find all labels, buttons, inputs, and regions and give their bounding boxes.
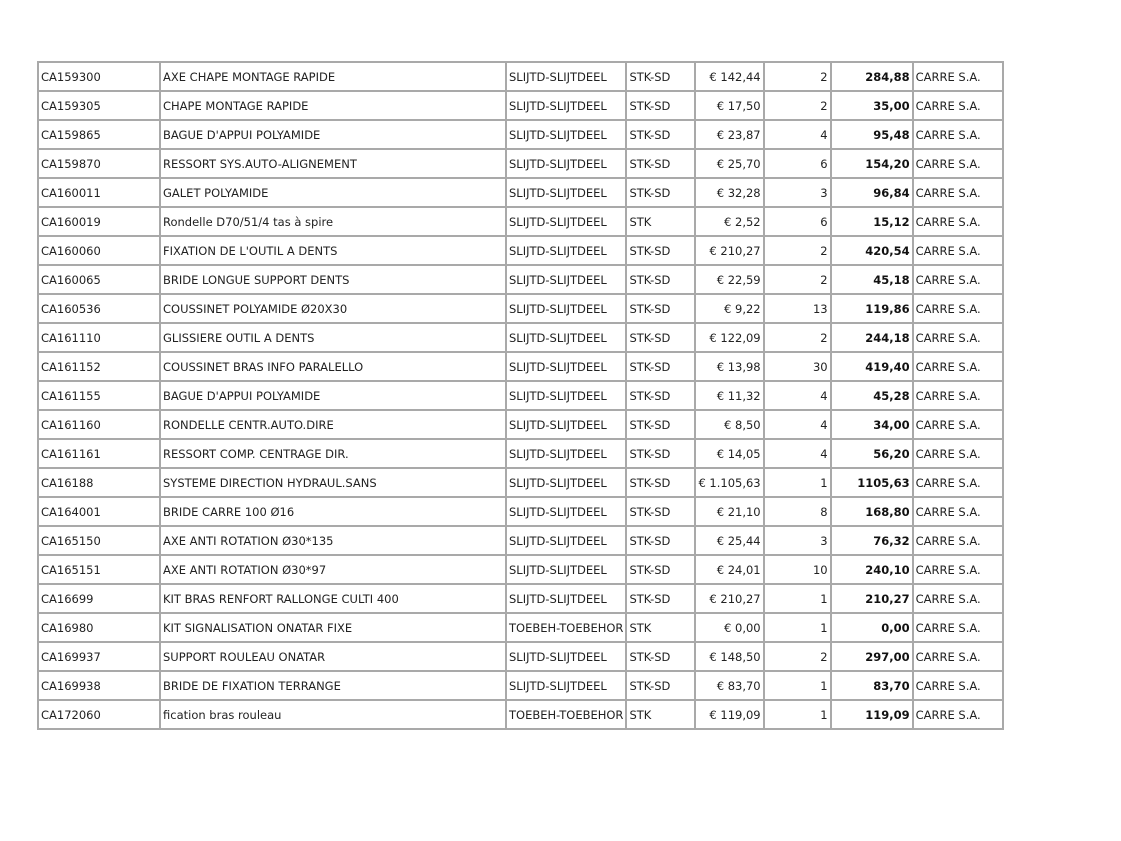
unit-cell: STK-SD [626, 410, 695, 439]
description-cell: KIT SIGNALISATION ONATAR FIXE [160, 613, 506, 642]
quantity-cell: 2 [764, 236, 831, 265]
table-row [38, 439, 1003, 468]
quantity-cell: 4 [764, 381, 831, 410]
line-total-cell: 297,00 [831, 642, 913, 671]
quantity-cell: 6 [764, 207, 831, 236]
supplier-cell: CARRE S.A. [913, 178, 1003, 207]
unit-price-cell: € 17,50 [695, 91, 763, 120]
table-row [38, 468, 1003, 497]
table-row [38, 294, 1003, 323]
supplier-cell: CARRE S.A. [913, 613, 1003, 642]
part-code-cell: CA164001 [38, 497, 160, 526]
supplier-cell: CARRE S.A. [913, 642, 1003, 671]
part-code-cell: CA161155 [38, 381, 160, 410]
part-code-cell: CA159870 [38, 149, 160, 178]
table-row [38, 236, 1003, 265]
unit-cell: STK [626, 700, 695, 729]
category-cell: SLIJTD-SLIJTDEEL [506, 439, 626, 468]
unit-cell: STK-SD [626, 642, 695, 671]
supplier-cell: CARRE S.A. [913, 62, 1003, 91]
quantity-cell: 2 [764, 323, 831, 352]
unit-cell: STK-SD [626, 265, 695, 294]
table-row [38, 700, 1003, 729]
unit-price-cell: € 122,09 [695, 323, 763, 352]
category-cell: SLIJTD-SLIJTDEEL [506, 584, 626, 613]
unit-cell: STK-SD [626, 294, 695, 323]
quantity-cell: 6 [764, 149, 831, 178]
line-total-cell: 210,27 [831, 584, 913, 613]
category-cell: SLIJTD-SLIJTDEEL [506, 381, 626, 410]
description-cell: fication bras rouleau [160, 700, 506, 729]
part-code-cell: CA160060 [38, 236, 160, 265]
supplier-cell: CARRE S.A. [913, 149, 1003, 178]
table-row [38, 120, 1003, 149]
table-row [38, 352, 1003, 381]
supplier-cell: CARRE S.A. [913, 352, 1003, 381]
description-cell: RESSORT SYS.AUTO-ALIGNEMENT [160, 149, 506, 178]
table-row [38, 526, 1003, 555]
category-cell: SLIJTD-SLIJTDEEL [506, 352, 626, 381]
supplier-cell: CARRE S.A. [913, 439, 1003, 468]
description-cell: Rondelle D70/51/4 tas à spire [160, 207, 506, 236]
description-cell: GALET POLYAMIDE [160, 178, 506, 207]
table-row [38, 149, 1003, 178]
supplier-cell: CARRE S.A. [913, 468, 1003, 497]
supplier-cell: CARRE S.A. [913, 323, 1003, 352]
unit-price-cell: € 210,27 [695, 236, 763, 265]
line-total-cell: 95,48 [831, 120, 913, 149]
supplier-cell: CARRE S.A. [913, 584, 1003, 613]
part-code-cell: CA16188 [38, 468, 160, 497]
line-total-cell: 0,00 [831, 613, 913, 642]
quantity-cell: 2 [764, 62, 831, 91]
category-cell: SLIJTD-SLIJTDEEL [506, 294, 626, 323]
line-total-cell: 420,54 [831, 236, 913, 265]
unit-cell: STK-SD [626, 497, 695, 526]
line-total-cell: 45,28 [831, 381, 913, 410]
description-cell: COUSSINET POLYAMIDE Ø20X30 [160, 294, 506, 323]
description-cell: AXE ANTI ROTATION Ø30*97 [160, 555, 506, 584]
unit-price-cell: € 2,52 [695, 207, 763, 236]
unit-price-cell: € 14,05 [695, 439, 763, 468]
part-code-cell: CA161110 [38, 323, 160, 352]
unit-cell: STK-SD [626, 91, 695, 120]
part-code-cell: CA159305 [38, 91, 160, 120]
supplier-cell: CARRE S.A. [913, 700, 1003, 729]
supplier-cell: CARRE S.A. [913, 91, 1003, 120]
quantity-cell: 4 [764, 410, 831, 439]
part-code-cell: CA169937 [38, 642, 160, 671]
unit-cell: STK-SD [626, 178, 695, 207]
quantity-cell: 4 [764, 120, 831, 149]
line-total-cell: 45,18 [831, 265, 913, 294]
line-total-cell: 154,20 [831, 149, 913, 178]
supplier-cell: CARRE S.A. [913, 294, 1003, 323]
category-cell: SLIJTD-SLIJTDEEL [506, 91, 626, 120]
unit-cell: STK-SD [626, 381, 695, 410]
description-cell: CHAPE MONTAGE RAPIDE [160, 91, 506, 120]
unit-price-cell: € 32,28 [695, 178, 763, 207]
table-row [38, 207, 1003, 236]
description-cell: SYSTEME DIRECTION HYDRAUL.SANS [160, 468, 506, 497]
category-cell: TOEBEH-TOEBEHOR [506, 613, 626, 642]
table-row [38, 91, 1003, 120]
unit-cell: STK [626, 207, 695, 236]
category-cell: SLIJTD-SLIJTDEEL [506, 555, 626, 584]
table-row [38, 265, 1003, 294]
part-code-cell: CA160536 [38, 294, 160, 323]
unit-price-cell: € 25,70 [695, 149, 763, 178]
unit-price-cell: € 83,70 [695, 671, 763, 700]
unit-price-cell: € 210,27 [695, 584, 763, 613]
table-row [38, 555, 1003, 584]
unit-price-cell: € 1.105,63 [695, 468, 763, 497]
part-code-cell: CA160019 [38, 207, 160, 236]
unit-cell: STK-SD [626, 584, 695, 613]
description-cell: RESSORT COMP. CENTRAGE DIR. [160, 439, 506, 468]
unit-price-cell: € 148,50 [695, 642, 763, 671]
unit-cell: STK-SD [626, 149, 695, 178]
line-total-cell: 1105,63 [831, 468, 913, 497]
category-cell: SLIJTD-SLIJTDEEL [506, 265, 626, 294]
description-cell: AXE ANTI ROTATION Ø30*135 [160, 526, 506, 555]
parts-table [37, 61, 1004, 730]
part-code-cell: CA159300 [38, 62, 160, 91]
table-row [38, 613, 1003, 642]
unit-cell: STK-SD [626, 352, 695, 381]
part-code-cell: CA160065 [38, 265, 160, 294]
supplier-cell: CARRE S.A. [913, 236, 1003, 265]
part-code-cell: CA169938 [38, 671, 160, 700]
part-code-cell: CA165150 [38, 526, 160, 555]
part-code-cell: CA161160 [38, 410, 160, 439]
quantity-cell: 8 [764, 497, 831, 526]
unit-price-cell: € 8,50 [695, 410, 763, 439]
description-cell: GLISSIERE OUTIL A DENTS [160, 323, 506, 352]
unit-cell: STK [626, 613, 695, 642]
unit-cell: STK-SD [626, 671, 695, 700]
line-total-cell: 35,00 [831, 91, 913, 120]
unit-price-cell: € 119,09 [695, 700, 763, 729]
table-row [38, 642, 1003, 671]
quantity-cell: 10 [764, 555, 831, 584]
line-total-cell: 168,80 [831, 497, 913, 526]
quantity-cell: 3 [764, 178, 831, 207]
part-code-cell: CA16980 [38, 613, 160, 642]
unit-price-cell: € 11,32 [695, 381, 763, 410]
supplier-cell: CARRE S.A. [913, 120, 1003, 149]
table-row [38, 410, 1003, 439]
category-cell: SLIJTD-SLIJTDEEL [506, 207, 626, 236]
unit-cell: STK-SD [626, 468, 695, 497]
supplier-cell: CARRE S.A. [913, 410, 1003, 439]
quantity-cell: 1 [764, 671, 831, 700]
line-total-cell: 76,32 [831, 526, 913, 555]
unit-price-cell: € 13,98 [695, 352, 763, 381]
category-cell: SLIJTD-SLIJTDEEL [506, 410, 626, 439]
line-total-cell: 119,09 [831, 700, 913, 729]
category-cell: SLIJTD-SLIJTDEEL [506, 178, 626, 207]
category-cell: SLIJTD-SLIJTDEEL [506, 468, 626, 497]
supplier-cell: CARRE S.A. [913, 526, 1003, 555]
table-row [38, 62, 1003, 91]
unit-price-cell: € 0,00 [695, 613, 763, 642]
quantity-cell: 1 [764, 584, 831, 613]
part-code-cell: CA161152 [38, 352, 160, 381]
unit-cell: STK-SD [626, 236, 695, 265]
quantity-cell: 1 [764, 613, 831, 642]
quantity-cell: 13 [764, 294, 831, 323]
line-total-cell: 15,12 [831, 207, 913, 236]
category-cell: SLIJTD-SLIJTDEEL [506, 671, 626, 700]
description-cell: SUPPORT ROULEAU ONATAR [160, 642, 506, 671]
unit-cell: STK-SD [626, 555, 695, 584]
supplier-cell: CARRE S.A. [913, 497, 1003, 526]
description-cell: BAGUE D'APPUI POLYAMIDE [160, 120, 506, 149]
quantity-cell: 2 [764, 265, 831, 294]
category-cell: SLIJTD-SLIJTDEEL [506, 497, 626, 526]
category-cell: TOEBEH-TOEBEHOR [506, 700, 626, 729]
unit-cell: STK-SD [626, 62, 695, 91]
description-cell: BRIDE LONGUE SUPPORT DENTS [160, 265, 506, 294]
description-cell: BRIDE CARRE 100 Ø16 [160, 497, 506, 526]
unit-cell: STK-SD [626, 439, 695, 468]
table-row [38, 584, 1003, 613]
supplier-cell: CARRE S.A. [913, 555, 1003, 584]
table-row [38, 671, 1003, 700]
description-cell: FIXATION DE L'OUTIL A DENTS [160, 236, 506, 265]
supplier-cell: CARRE S.A. [913, 207, 1003, 236]
description-cell: COUSSINET BRAS INFO PARALELLO [160, 352, 506, 381]
line-total-cell: 56,20 [831, 439, 913, 468]
unit-price-cell: € 22,59 [695, 265, 763, 294]
part-code-cell: CA16699 [38, 584, 160, 613]
description-cell: BAGUE D'APPUI POLYAMIDE [160, 381, 506, 410]
category-cell: SLIJTD-SLIJTDEEL [506, 323, 626, 352]
unit-price-cell: € 23,87 [695, 120, 763, 149]
part-code-cell: CA165151 [38, 555, 160, 584]
quantity-cell: 1 [764, 468, 831, 497]
part-code-cell: CA159865 [38, 120, 160, 149]
description-cell: AXE CHAPE MONTAGE RAPIDE [160, 62, 506, 91]
category-cell: SLIJTD-SLIJTDEEL [506, 526, 626, 555]
line-total-cell: 83,70 [831, 671, 913, 700]
category-cell: SLIJTD-SLIJTDEEL [506, 149, 626, 178]
table-row [38, 178, 1003, 207]
table-row [38, 497, 1003, 526]
line-total-cell: 244,18 [831, 323, 913, 352]
line-total-cell: 240,10 [831, 555, 913, 584]
supplier-cell: CARRE S.A. [913, 671, 1003, 700]
unit-price-cell: € 25,44 [695, 526, 763, 555]
unit-cell: STK-SD [626, 526, 695, 555]
description-cell: KIT BRAS RENFORT RALLONGE CULTI 400 [160, 584, 506, 613]
part-code-cell: CA161161 [38, 439, 160, 468]
quantity-cell: 3 [764, 526, 831, 555]
quantity-cell: 2 [764, 91, 831, 120]
part-code-cell: CA160011 [38, 178, 160, 207]
unit-price-cell: € 21,10 [695, 497, 763, 526]
quantity-cell: 30 [764, 352, 831, 381]
category-cell: SLIJTD-SLIJTDEEL [506, 62, 626, 91]
line-total-cell: 119,86 [831, 294, 913, 323]
category-cell: SLIJTD-SLIJTDEEL [506, 120, 626, 149]
unit-price-cell: € 9,22 [695, 294, 763, 323]
table-row [38, 323, 1003, 352]
category-cell: SLIJTD-SLIJTDEEL [506, 236, 626, 265]
unit-price-cell: € 24,01 [695, 555, 763, 584]
quantity-cell: 4 [764, 439, 831, 468]
line-total-cell: 34,00 [831, 410, 913, 439]
line-total-cell: 284,88 [831, 62, 913, 91]
supplier-cell: CARRE S.A. [913, 265, 1003, 294]
description-cell: RONDELLE CENTR.AUTO.DIRE [160, 410, 506, 439]
line-total-cell: 419,40 [831, 352, 913, 381]
unit-price-cell: € 142,44 [695, 62, 763, 91]
part-code-cell: CA172060 [38, 700, 160, 729]
unit-cell: STK-SD [626, 120, 695, 149]
unit-cell: STK-SD [626, 323, 695, 352]
quantity-cell: 1 [764, 700, 831, 729]
supplier-cell: CARRE S.A. [913, 381, 1003, 410]
category-cell: SLIJTD-SLIJTDEEL [506, 642, 626, 671]
description-cell: BRIDE DE FIXATION TERRANGE [160, 671, 506, 700]
line-total-cell: 96,84 [831, 178, 913, 207]
quantity-cell: 2 [764, 642, 831, 671]
table-body [38, 62, 1003, 729]
table-row [38, 381, 1003, 410]
